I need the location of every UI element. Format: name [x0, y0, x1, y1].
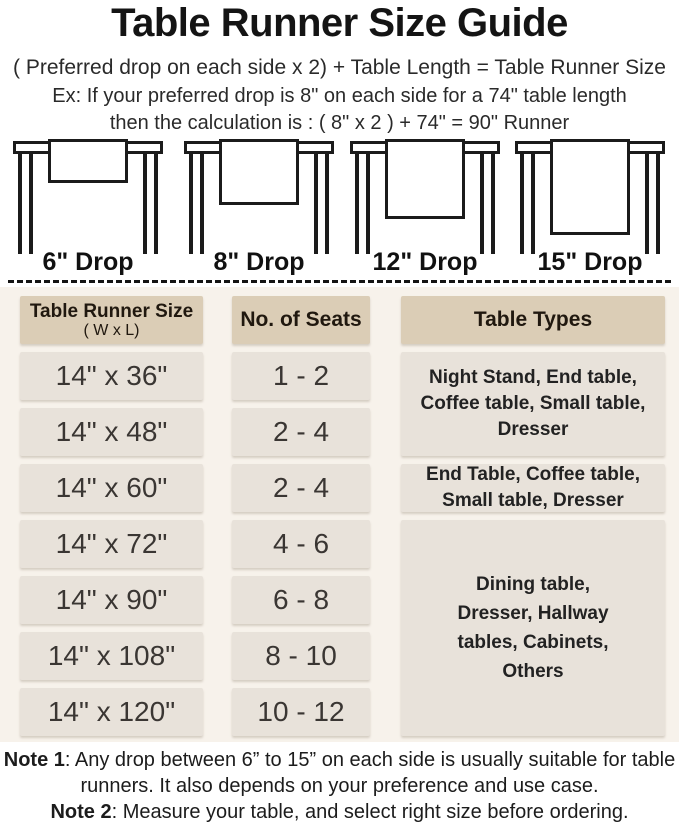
seats-cell: 2 - 4: [232, 408, 370, 456]
table-illustration-6-drop: [13, 140, 163, 256]
table-types-cell: Dining table, Dresser, Hallway tables, Cabinets, Others: [401, 520, 665, 736]
header-runner-size: [20, 296, 203, 344]
table-leg-left: [520, 153, 535, 254]
seats-cell: 10 - 12: [232, 688, 370, 736]
column-table-types: [401, 296, 665, 736]
size-cell: 14" x 72": [20, 520, 203, 568]
table-illustration-8-drop: [184, 140, 334, 256]
table-leg-left: [189, 153, 204, 254]
note-1-text: : Any drop between 6” to 15” on each side is usually suitable for table runners. It also depends on your preference and use case.: [64, 749, 676, 797]
page-title: Table Runner Size Guide: [111, 1, 568, 45]
formula-line: ( Preferred drop on each side x 2) + Table Length = Table Runner Size: [13, 56, 666, 79]
table-leg-left: [18, 153, 33, 254]
size-cell: 14" x 120": [20, 688, 203, 736]
seats-cell: 8 - 10: [232, 632, 370, 680]
table-types-cell: Night Stand, End table, Coffee table, Small table, Dresser: [401, 352, 665, 456]
table-illustration-12-drop: [350, 140, 500, 256]
header-seats: No. of Seats: [232, 296, 370, 344]
drop-label-6: 6" Drop: [42, 248, 134, 276]
drop-label-12: 12" Drop: [372, 248, 478, 276]
column-seats: [232, 296, 370, 736]
note-1: [0, 747, 679, 799]
table-illustration-15-drop: [515, 140, 665, 256]
drop-label-8: 8" Drop: [213, 248, 305, 276]
size-cell: 14" x 90": [20, 576, 203, 624]
size-cell: 14" x 36": [20, 352, 203, 400]
size-cell: 14" x 60": [20, 464, 203, 512]
drop-label-15: 15" Drop: [537, 248, 643, 276]
seats-cell: 6 - 8: [232, 576, 370, 624]
table-leg-right: [645, 153, 660, 254]
table-leg-left: [355, 153, 370, 254]
note-1-label: Note 1: [3, 749, 65, 771]
runner-shape: [385, 139, 465, 219]
header-runner-size-line2: ( W x L): [83, 321, 140, 339]
note-2-label: Note 2: [50, 801, 112, 823]
size-guide-section: [0, 287, 679, 742]
table-leg-right: [143, 153, 158, 254]
seats-cell: 1 - 2: [232, 352, 370, 400]
runner-shape: [550, 139, 630, 235]
seats-cell: 4 - 6: [232, 520, 370, 568]
runner-shape: [219, 139, 299, 205]
table-types-cell: End Table, Coffee table, Small table, Dresser: [401, 464, 665, 512]
example-line-1: Ex: If your preferred drop is 8" on each side for a 74" table length: [52, 85, 627, 107]
header-runner-size-line1: Table Runner Size: [29, 300, 194, 322]
example-line-2: then the calculation is : ( 8" x 2 ) + 74" = 90" Runner: [109, 112, 570, 134]
notes: [0, 747, 679, 825]
note-2-text: : Measure your table, and select right size before ordering.: [111, 801, 629, 823]
size-cell: 14" x 108": [20, 632, 203, 680]
header-table-types: Table Types: [401, 296, 665, 344]
table-leg-right: [314, 153, 329, 254]
column-runner-size: [20, 296, 203, 736]
table-leg-right: [480, 153, 495, 254]
runner-shape: [48, 139, 128, 183]
seats-cell: 2 - 4: [232, 464, 370, 512]
size-cell: 14" x 48": [20, 408, 203, 456]
note-2: [0, 799, 679, 825]
dashed-divider: [8, 280, 671, 283]
